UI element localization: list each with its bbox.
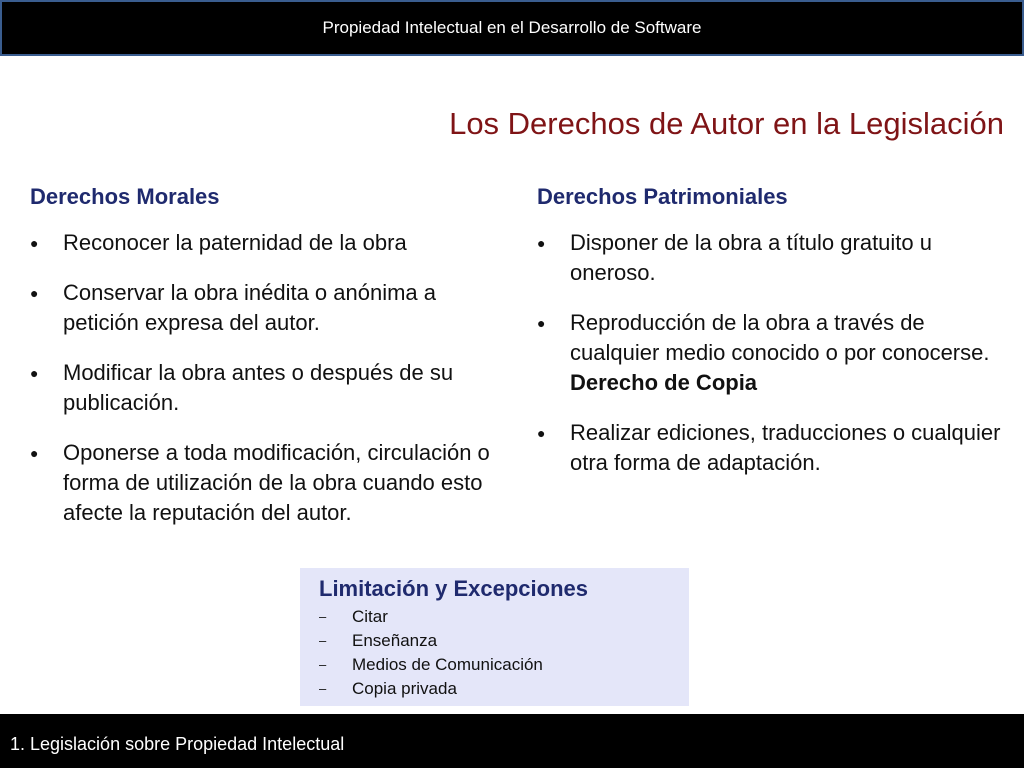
bullet-icon: ● xyxy=(537,315,546,331)
list-item-text: Conservar la obra inédita o anónima a petición expresa del autor. xyxy=(63,280,437,335)
list-item-text: Enseñanza xyxy=(352,631,438,650)
dash-icon: – xyxy=(319,681,327,696)
list-item xyxy=(30,278,510,338)
right-column-heading: Derechos Patrimoniales xyxy=(537,184,788,209)
dash-icon: – xyxy=(319,609,327,624)
bullet-icon: ● xyxy=(30,235,39,251)
list-item-text: Reconocer la paternidad de la obra xyxy=(63,230,407,255)
bullet-icon: ● xyxy=(537,235,546,251)
dash-icon: – xyxy=(319,633,327,648)
list-item xyxy=(319,605,689,629)
list-item xyxy=(319,629,689,653)
list-item xyxy=(30,358,510,418)
list-item xyxy=(537,418,1007,478)
list-item-text: Citar xyxy=(352,607,388,626)
bullet-icon: ● xyxy=(537,425,546,441)
footer-bar xyxy=(0,714,1024,768)
list-item xyxy=(319,677,689,701)
bullet-icon: ● xyxy=(30,285,39,301)
right-bullet-list xyxy=(537,228,1007,478)
bullet-icon: ● xyxy=(30,445,39,461)
exceptions-list xyxy=(319,605,689,701)
header-title: Propiedad Intelectual en el Desarrollo de Software xyxy=(322,18,702,37)
bullet-icon: ● xyxy=(30,365,39,381)
list-item-text: Medios de Comunicación xyxy=(352,655,543,674)
header-bar xyxy=(0,0,1024,56)
list-item-bold-text: Derecho de Copia xyxy=(570,370,758,395)
left-column-heading: Derechos Morales xyxy=(30,184,220,209)
slide-title: Los Derechos de Autor en la Legislación xyxy=(449,106,1004,141)
exceptions-box xyxy=(300,568,689,706)
list-item xyxy=(537,308,1007,398)
footer-text: 1. Legislación sobre Propiedad Intelectual xyxy=(10,734,345,754)
dash-icon: – xyxy=(319,657,327,672)
exceptions-heading: Limitación y Excepciones xyxy=(319,576,588,601)
list-item-text: Realizar ediciones, traducciones o cualquier otra forma de adaptación. xyxy=(570,420,1001,475)
list-item xyxy=(30,228,510,258)
list-item xyxy=(319,653,689,677)
list-item-text: Modificar la obra antes o después de su publicación. xyxy=(63,360,454,415)
list-item-text: Reproducción de la obra a través de cualquier medio conocido o por conocerse. xyxy=(570,310,990,365)
list-item xyxy=(30,438,510,528)
list-item xyxy=(537,228,1007,288)
list-item-text: Disponer de la obra a título gratuito u oneroso. xyxy=(570,230,933,285)
left-bullet-list xyxy=(30,228,510,528)
list-item-text: Oponerse a toda modificación, circulación o forma de utilización de la obra cuando esto afecte la reputación del autor. xyxy=(63,440,490,525)
left-column xyxy=(30,184,510,548)
right-column xyxy=(537,184,1007,498)
list-item-text: Copia privada xyxy=(352,679,457,698)
